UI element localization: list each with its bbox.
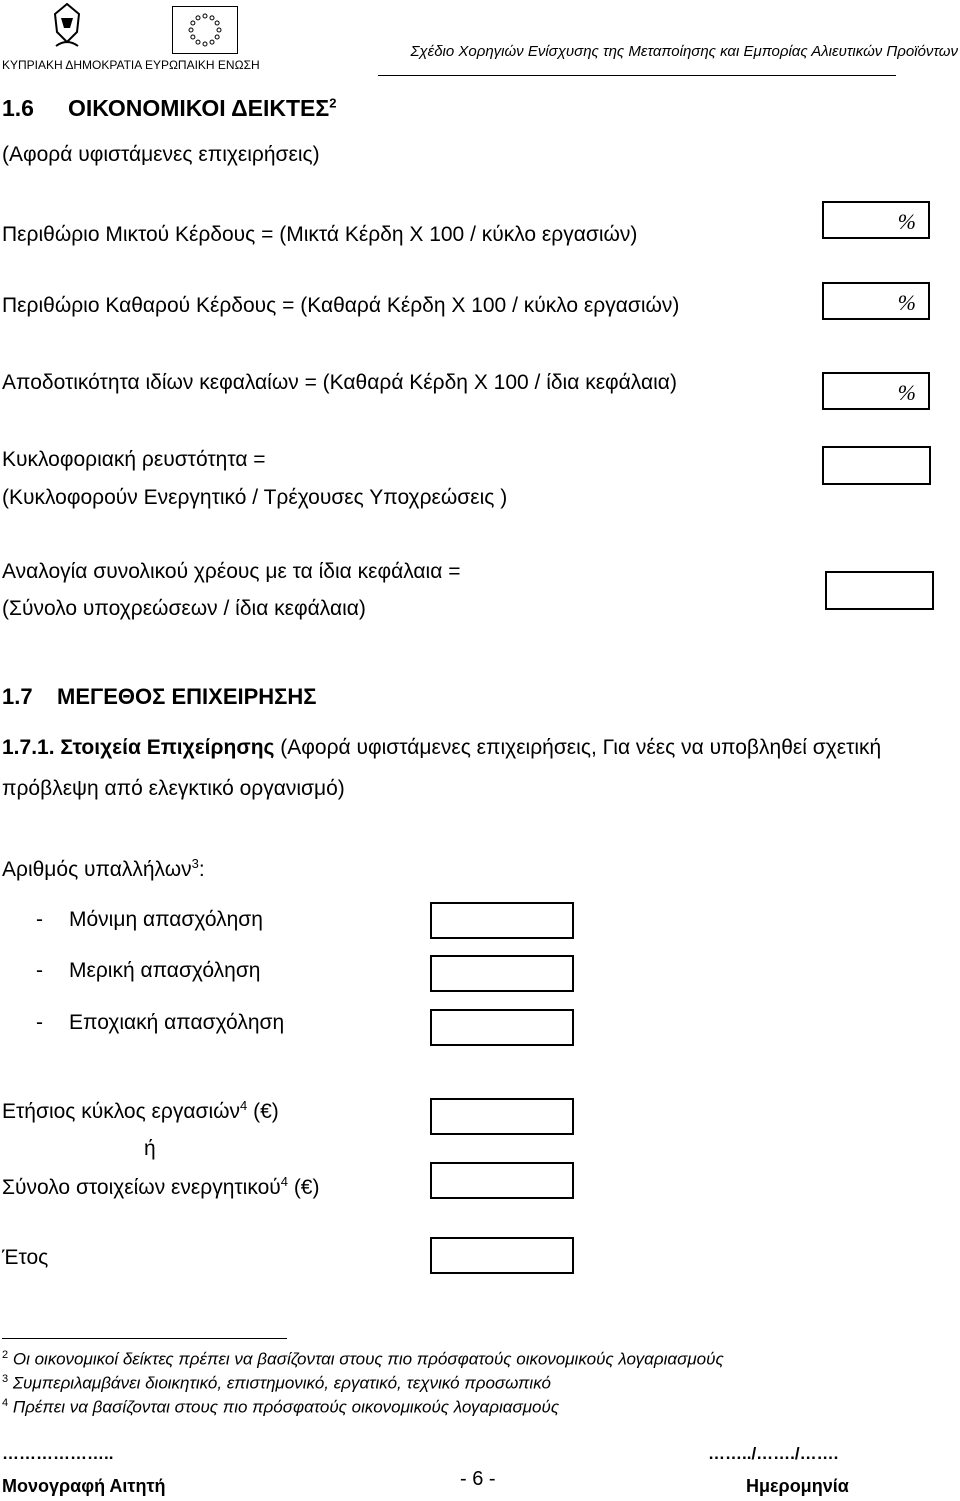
percent-unit: %	[897, 290, 916, 315]
turnover-currency: (€)	[247, 1100, 279, 1123]
footnote-text: Οι οικονομικοί δείκτες πρέπει να βασίζονται στους πιο πρόσφατούς οικονομικούς λογαριασμούς	[12, 1349, 724, 1369]
net-margin-label: Περιθώριο Καθαρού Κέρδους = (Καθαρά Κέρδη Χ 100 / κύκλο εργασιών)	[2, 294, 680, 317]
current-ratio-formula: (Κυκλοφορούν Ενεργητικό / Τρέχουσες Υποχρεώσεις )	[2, 486, 508, 509]
footnote-separator	[2, 1338, 287, 1339]
eu-star-icon	[191, 21, 195, 25]
gross-margin-field[interactable]	[822, 201, 930, 239]
signature-label: Μονογραφή Αιτητή	[2, 1476, 166, 1496]
date-dots: ……../……./…….	[708, 1444, 839, 1463]
percent-unit: %	[897, 380, 916, 405]
assets-field[interactable]	[430, 1162, 574, 1199]
footnote-text: Συμπεριλαμβάνει διοικητικό, επιστημονικό, εργατικό, τεχνικό προσωπικό	[12, 1373, 551, 1393]
section-16-subtitle: (Αφορά υφιστάμενες επιχειρήσεις)	[2, 143, 320, 166]
eu-star-icon	[189, 28, 193, 32]
footnote-ref-2: 2	[329, 95, 337, 111]
eu-star-icon	[210, 40, 214, 44]
current-ratio-field[interactable]	[822, 446, 931, 485]
eu-flag-icon	[172, 6, 238, 54]
section-16-heading	[2, 95, 336, 122]
eu-star-icon	[196, 40, 200, 44]
section-171-note-line2: πρόβλεψη από ελεγκτικό οργανισμό)	[2, 777, 345, 800]
page-number: - 6 -	[460, 1468, 496, 1490]
eu-star-icon	[210, 16, 214, 20]
employees-label	[2, 856, 205, 882]
year-label: Έτος	[2, 1246, 49, 1269]
eu-star-icon	[191, 35, 195, 39]
assets-label-text: Σύνολο στοιχείων ενεργητικού	[2, 1176, 281, 1199]
cyprus-emblem-icon	[52, 2, 82, 54]
employees-label-text: Αριθμός υπαλλήλων	[2, 858, 192, 881]
footnote-2	[2, 1349, 724, 1370]
section-171-title: 1.7.1. Στοιχεία Επιχείρησης	[2, 736, 275, 759]
net-margin-field[interactable]	[822, 282, 930, 320]
list-dash: -	[36, 908, 43, 931]
section-16-title: ΟΙΚΟΝΟΜΙΚΟΙ ΔΕΙΚΤΕΣ	[67, 95, 330, 121]
header-rule	[378, 75, 896, 76]
seasonal-employment-field[interactable]	[430, 1009, 574, 1046]
eu-star-icon	[215, 21, 219, 25]
footnote-ref-4: 4	[240, 1098, 248, 1113]
header-right-title: Σχέδιο Χορηγιών Ενίσχυσης της Μεταποίησης και Εμπορίας Αλιευτικών Προϊόντων	[410, 43, 958, 60]
debt-equity-label: Αναλογία συνολικού χρέους με τα ίδια κεφάλαια =	[2, 560, 461, 583]
list-dash: -	[36, 959, 43, 982]
footnote-ref-4: 4	[280, 1174, 288, 1189]
debt-equity-formula: (Σύνολο υποχρεώσεων / ίδια κεφάλαια)	[2, 597, 366, 620]
eu-star-icon	[217, 28, 221, 32]
section-16-number: 1.6	[2, 95, 34, 121]
section-171-line	[2, 736, 881, 760]
or-label: ή	[144, 1137, 156, 1160]
turnover-field[interactable]	[430, 1098, 574, 1135]
footnote-3	[2, 1373, 551, 1394]
signature-dots: ………………..	[2, 1444, 114, 1463]
eu-star-icon	[196, 16, 200, 20]
footnote-number: 2	[2, 1349, 9, 1361]
list-dash: -	[36, 1011, 43, 1034]
permanent-employment-label: Μόνιμη απασχόληση	[69, 908, 263, 931]
eu-star-icon	[215, 35, 219, 39]
footnote-number: 3	[2, 1373, 9, 1385]
part-time-employment-field[interactable]	[430, 955, 574, 992]
footnote-number: 4	[2, 1397, 9, 1409]
assets-label	[2, 1174, 319, 1200]
eu-star-icon	[203, 14, 207, 18]
permanent-employment-field[interactable]	[430, 902, 574, 939]
gross-margin-label: Περιθώριο Μικτού Κέρδους = (Μικτά Κέρδη Χ 100 / κύκλο εργασιών)	[2, 223, 638, 246]
employees-label-colon: :	[198, 858, 205, 881]
permanent-employment-row	[36, 908, 263, 932]
debt-equity-field[interactable]	[825, 571, 934, 610]
part-time-employment-row	[36, 959, 260, 983]
footnote-text: Πρέπει να βασίζονται στους πιο πρόσφατούς οικονομικούς λογαριασμούς	[12, 1397, 560, 1417]
roe-label: Αποδοτικότητα ιδίων κεφαλαίων = (Καθαρά Κέρδη Χ 100 / ίδια κεφάλαια)	[2, 371, 677, 394]
seasonal-employment-label: Εποχιακή απασχόληση	[69, 1011, 285, 1034]
footnote-4	[2, 1397, 559, 1418]
roe-field[interactable]	[822, 372, 930, 410]
assets-currency: (€)	[287, 1176, 320, 1199]
date-label: Ημερομηνία	[746, 1476, 849, 1496]
percent-unit: %	[897, 209, 916, 234]
part-time-employment-label: Μερική απασχόληση	[69, 959, 261, 982]
turnover-label-text: Ετήσιος κύκλος εργασιών	[2, 1100, 241, 1123]
seasonal-employment-row	[36, 1011, 284, 1035]
section-17-heading: 1.7 ΜΕΓΕΘΟΣ ΕΠΙΧΕΙΡΗΣΗΣ	[2, 684, 317, 709]
current-ratio-label: Κυκλοφοριακή ρευστότητα =	[2, 448, 266, 471]
header-left-caption: ΚΥΠΡΙΑΚΗ ΔΗΜΟΚΡΑΤΙΑ ΕΥΡΩΠΑΙΚΗ ΕΝΩΣΗ	[2, 58, 260, 72]
turnover-label	[2, 1098, 279, 1124]
footnote-ref-3: 3	[191, 856, 199, 871]
eu-star-icon	[203, 42, 207, 46]
section-171-note: (Αφορά υφιστάμενες επιχειρήσεις, Για νέες να υποβληθεί σχετική	[274, 736, 882, 759]
year-field[interactable]	[430, 1237, 574, 1274]
